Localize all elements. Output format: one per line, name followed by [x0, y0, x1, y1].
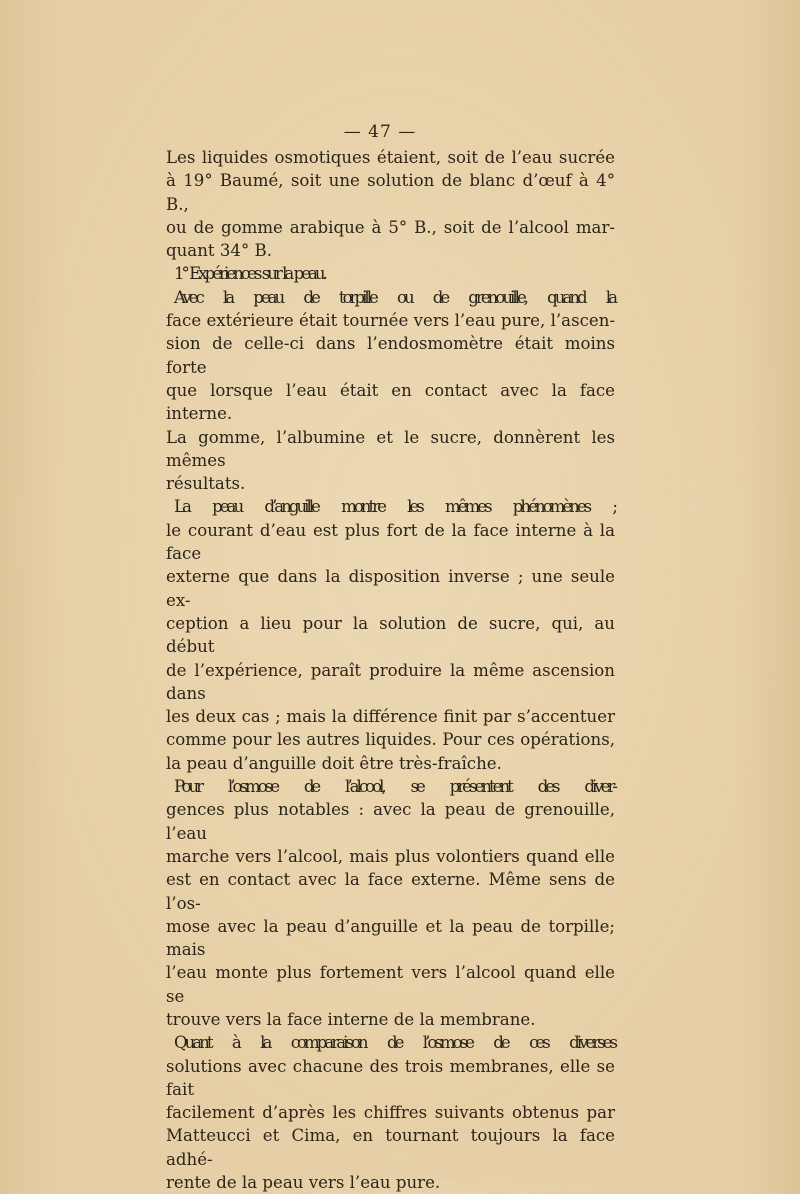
- text-line: est en contact avec la face externe. Même sens de l’os-: [166, 870, 615, 913]
- text-line: marche vers l’alcool, mais plus volontiers quand elle: [166, 846, 615, 866]
- text-line: la peau d’anguille doit être très-fraîche.: [166, 753, 502, 773]
- text-line: le courant d’eau est plus fort de la face interne à la face: [166, 520, 615, 564]
- text-line: externe que dans la disposition inverse ; une seule ex-: [166, 567, 615, 610]
- text-line: sion de celle-ci dans l’endosmomètre était moins forte: [166, 334, 615, 377]
- paragraph: [166, 775, 615, 1031]
- text-line: comme pour les autres liquides. Pour ces opérations,: [166, 730, 615, 750]
- paragraph: [166, 146, 615, 262]
- text-line: solutions avec chacune des trois membranes, elle se fait: [166, 1056, 615, 1099]
- text-line: que lorsque l’eau était en contact avec la face interne.: [166, 380, 615, 424]
- text-line: l’eau monte plus fortement vers l’alcool quand elle se: [166, 963, 615, 1006]
- paragraph: [166, 495, 615, 775]
- text-line: 1° Expériences sur la peau.: [174, 264, 325, 284]
- text-line: à 19° Baumé, soit une solution de blanc d’œuf à 4° B.,: [166, 171, 615, 214]
- text-line: rente de la peau vers l’eau pure.: [166, 1173, 441, 1193]
- paragraph: [166, 286, 615, 496]
- text-line: mose avec la peau d’anguille et la peau de torpille; mais: [166, 916, 615, 960]
- text-line: Matteucci et Cima, en tournant toujours la face adhé-: [166, 1126, 615, 1169]
- text-line: gences plus notables : avec la peau de grenouille, l’eau: [166, 800, 615, 843]
- text-line: résultats.: [166, 474, 246, 494]
- text-line: Avec la peau de torpille ou de grenouille, quand la: [174, 287, 615, 307]
- text-line: Pour l’osmose de l’alcool, se présentent des diver-: [174, 777, 615, 797]
- text-line: trouve vers la face interne de la membrane.: [166, 1009, 536, 1029]
- paragraph: [166, 1031, 615, 1194]
- text-line: La peau d’anguille montre les mêmes phénomènes ;: [174, 497, 615, 517]
- text-line: facilement d’après les chiffres suivants obtenus par: [166, 1103, 615, 1123]
- text-line: La gomme, l’albumine et le sucre, donnèrent les mêmes: [166, 427, 615, 470]
- text-line: Les liquides osmotiques étaient, soit de l’eau sucrée: [166, 148, 615, 167]
- page-number: — 47 —: [343, 122, 417, 142]
- text-line: face extérieure était tournée vers l’eau pure, l’ascen-: [166, 311, 615, 331]
- body-text: [166, 146, 615, 1194]
- text-line: ception a lieu pour la solution de sucre, qui, au début: [166, 613, 615, 657]
- text-line: quant 34° B.: [166, 241, 272, 261]
- text-line: ou de gomme arabique à 5° B., soit de l’alcool mar-: [166, 217, 615, 237]
- text-line: les deux cas ; mais la différence finit par s’accentuer: [166, 707, 615, 727]
- text-line: Quant à la comparaison de l’osmose de ces diverses: [174, 1033, 615, 1053]
- paragraph: [166, 262, 615, 285]
- text-line: de l’expérience, paraît produire la même ascension dans: [166, 660, 615, 703]
